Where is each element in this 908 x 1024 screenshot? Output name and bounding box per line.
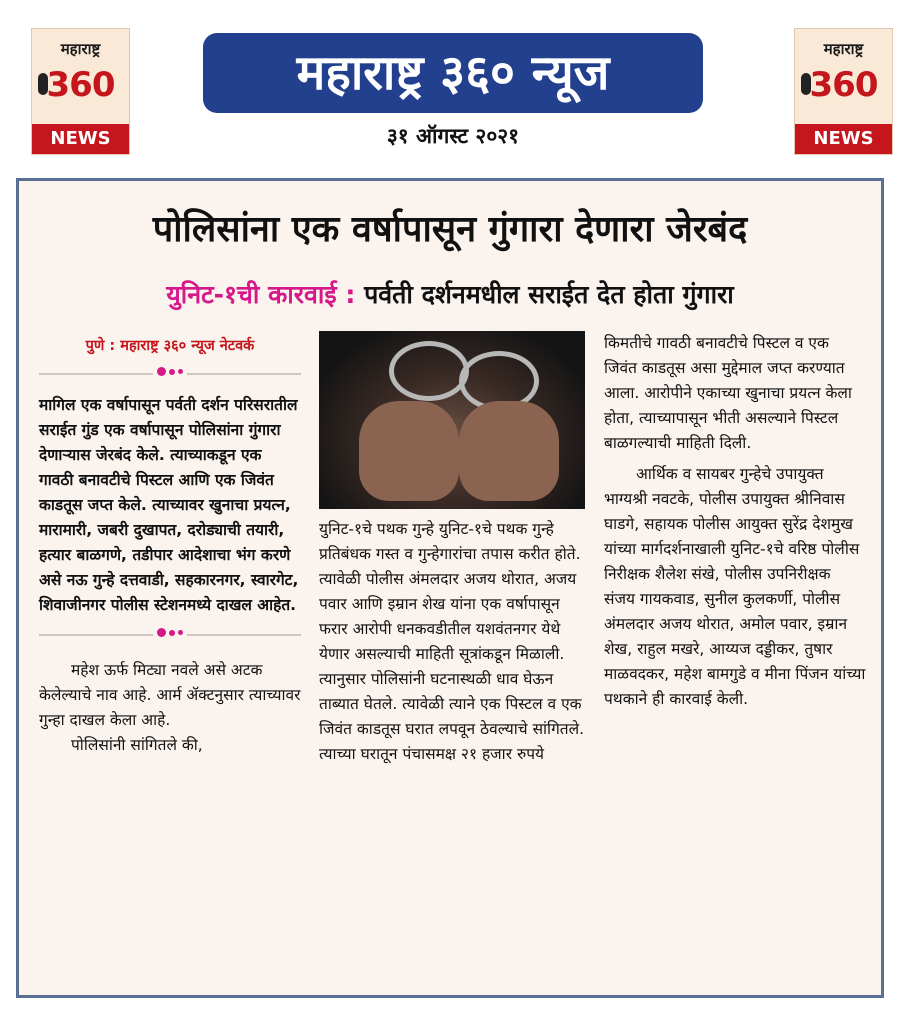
subheadline [19, 277, 881, 311]
column-3 [604, 331, 866, 712]
separator [39, 624, 301, 646]
subhead-text: पर्वती दर्शनमधील सराईत देत होता गुंगारा [364, 280, 734, 309]
logo-number: 360 [809, 65, 878, 105]
logo-left [31, 28, 130, 155]
paragraph: महेश ऊर्फ मिट्या नवले असे अटक केलेल्याचे नाव आहे. आर्म ॲक्टनुसार त्याच्यावर गुन्हा दाखल केला आहे. [39, 661, 301, 729]
article-frame [16, 178, 884, 998]
dateline: पुणे : महाराष्ट्र ३६० न्यूज नेटवर्क [85, 338, 255, 354]
paragraph: आर्थिक व सायबर गुन्हेचे उपायुक्त भाग्यश्री नवटके, पोलीस उपायुक्त श्रीनिवास घाडगे, सहायक पोलीस आयुक्त सुरेंद्र देशमुख यांच्या मार्गदर्शनाखाली युनिट-१चे वरिष्ठ पोलीस निरीक्षक शैलेश संखे, पोलीस उपनिरीक्षक संजय गायकवाड, सुनील कुलकर्णी, पोलीस अंमलदार अजय थोरात, अमोल पवार, इम्रान शेख, राहुल मखरे, आय्यज दड्डीकर, तुषार माळवदकर, महेश बामगुडे व मीना पिंजन यांच्या पथकाने ही कारवाई केली. [604, 465, 866, 708]
headline: पोलिसांना एक वर्षापासून गुंगारा देणारा जेरबंद [152, 209, 748, 250]
logo-brand: महाराष्ट्र [823, 40, 864, 58]
logo-brand: महाराष्ट्र [60, 40, 101, 58]
handcuffs-photo [319, 331, 585, 509]
subhead-accent: युनिट-१ची कारवाई : [166, 280, 356, 309]
lead-paragraph: मागिल एक वर्षापासून पर्वती दर्शन परिसरातील सराईत गुंड एक वर्षापासून पोलिसांना गुंगारा देणाऱ्यास जेरबंद केले. त्याच्याकडून एक गावठी बनावटीचे पिस्टल आणि एक जिवंत काडतूस जप्त केले. त्याच्यावर खुनाचा प्रयत्न, मारामारी, जबरी दुखापत, दरोड्याची तयारी, हत्यार बाळगणे, तडीपार आदेशाचा भंग करणे असे नऊ गुन्हे दत्तवाडी, सहकारनगर, स्वारगेट, शिवाजीनगर पोलीस स्टेशनमध्ये दाखल आहेत. [39, 396, 299, 614]
column-2 [319, 331, 587, 767]
paragraph: युनिट-१चे पथक गुन्हे युनिट-१चे पथक गुन्हे प्रतिबंधक गस्त व गुन्हेगारांचा तपास करीत होते. त्यावेळी पोलीस अंमलदार अजय थोरात, अजय पवार आणि इम्रान शेख यांना एक वर्षापासून फरार आरोपी धनकवडीतील यशवंतनगर येथे येणार असल्याची माहिती सूत्रांकडून मिळाली. त्यानुसार पोलिसांनी घटनास्थळी धाव घेऊन ताब्यात घेतले. त्यावेळी त्याने एक पिस्टल व एक जिवंत काडतूस घरात लपवून ठेवल्याचे सांगितले. त्याच्या घरातून पंचासमक्ष २१ हजार रुपये [319, 520, 585, 763]
logo-right [794, 28, 893, 155]
paragraph: किमतीचे गावठी बनावटीचे पिस्टल व एक जिवंत काडतूस असा मुद्देमाल जप्त करण्यात आला. आरोपीने एकाच्या खुनाचा प्रयत्न केला होता, त्याच्यापासून भीती असल्याने पिस्टल बाळगल्याची माहिती दिली. [604, 334, 852, 452]
separator [39, 363, 301, 385]
logo-number: 360 [46, 65, 115, 105]
column-1 [39, 334, 301, 758]
paragraph: पोलिसांनी सांगितले की, [71, 736, 203, 754]
logo-ribbon: NEWS [32, 124, 129, 154]
dots-icon [153, 367, 187, 376]
masthead-title: महाराष्ट्र ३६० न्यूज [203, 33, 703, 113]
logo-ribbon: NEWS [795, 124, 892, 154]
dots-icon [153, 628, 187, 637]
issue-date: ३१ ऑगस्ट २०२१ [386, 124, 520, 148]
